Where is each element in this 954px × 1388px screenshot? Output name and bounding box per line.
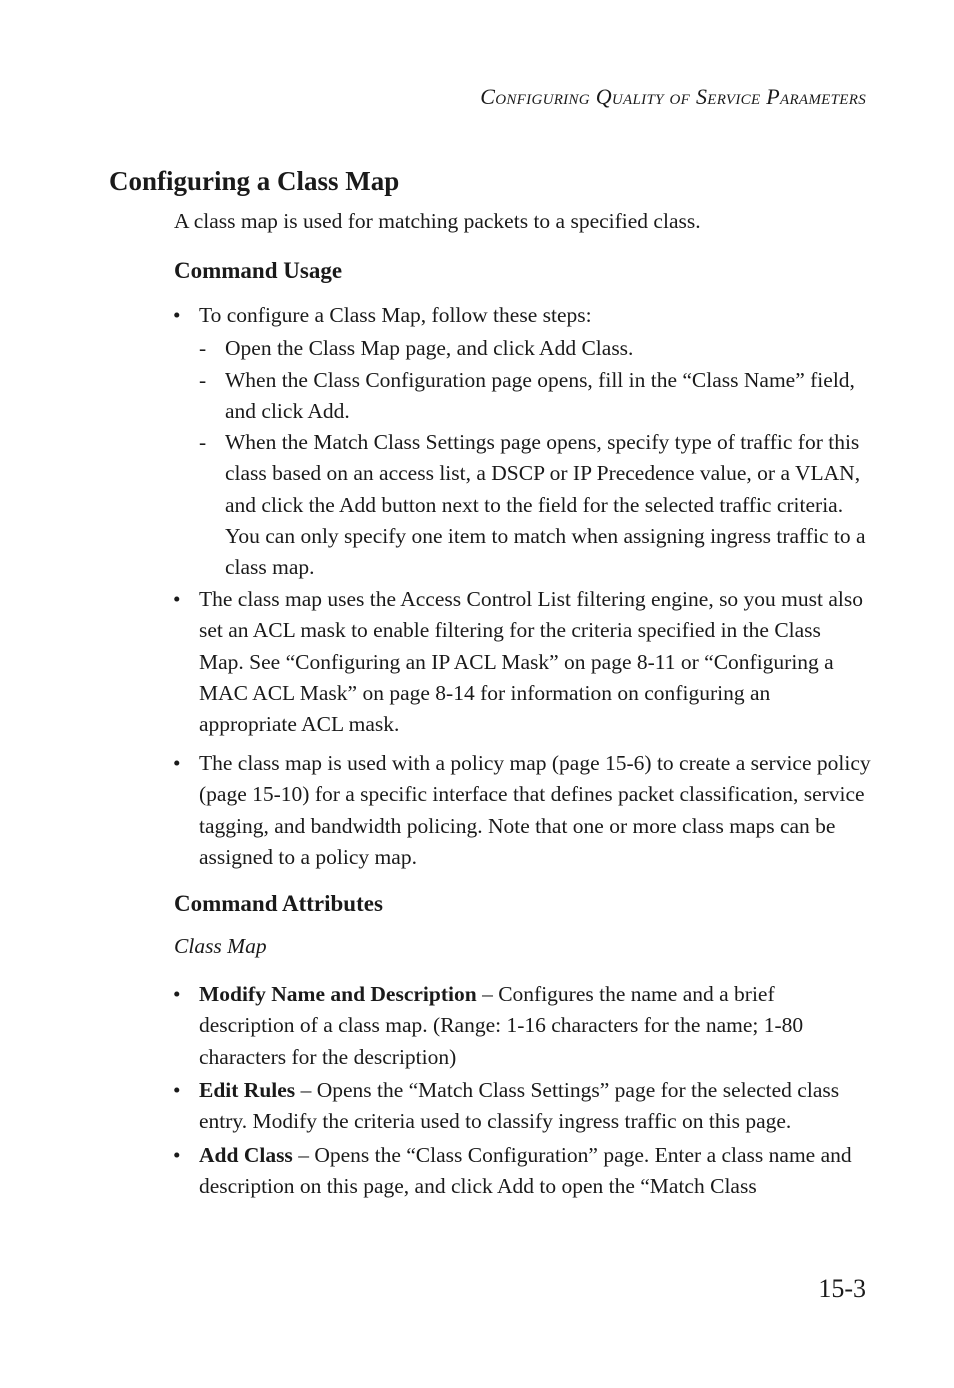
usage-step-2-text: When the Class Configuration page opens, fill in the “Class Name” field, and click Add. (225, 368, 855, 424)
header-rest-1: onfiguring (495, 84, 596, 109)
header-cap-2: Q (595, 84, 612, 109)
bullet-marker: • (173, 982, 181, 1006)
usage-bullet-1-text: To configure a Class Map, follow these steps: (199, 303, 592, 327)
section-intro: A class map is used for matching packets to a specified class. (174, 209, 701, 233)
header-cap-1: C (480, 84, 496, 109)
usage-step-1-text: Open the Class Map page, and click Add Class. (225, 336, 634, 360)
usage-step-1 (199, 333, 871, 364)
class-map-subheading: Class Map (174, 934, 267, 958)
attribute-description: – Opens the “Match Class Settings” page for the selected class entry. Modify the criteria used to classify ingress traffic on this page. (199, 1078, 840, 1134)
attribute-term: Edit Rules (199, 1078, 296, 1102)
header-cap-3: S (695, 84, 708, 109)
attribute-description: – Opens the “Class Configuration” page. Enter a class name and description on this page, and click Add to open the “Match Class (199, 1143, 852, 1199)
bullet-marker: • (173, 1078, 181, 1102)
header-rest-4: arameters (779, 84, 866, 109)
bullet-marker: • (173, 1143, 181, 1167)
dash-marker: - (199, 368, 207, 392)
usage-bullet-2-text: The class map uses the Access Control List filtering engine, so you must also set an ACL mask to enable filtering for the criteria specified in the Class Map. See “Configuring an IP ACL Mask” on page 8-11 or “Configuring a MAC ACL Mask” on page 8-14 for information on configuring an appropriate ACL mask. (199, 587, 864, 737)
bullet-marker: • (173, 751, 181, 775)
usage-bullet-2 (173, 584, 871, 740)
usage-bullet-3 (173, 748, 871, 873)
command-usage-heading: Command Usage (174, 258, 343, 283)
attribute-item (173, 1140, 871, 1203)
page-number: 15-3 (818, 1274, 866, 1303)
attribute-term: Add Class (199, 1143, 293, 1167)
header-rest-2: uality of (611, 84, 696, 109)
attribute-description: – Configures the name and a brief description of a class map. (Range: 1-16 characters for the name; 1-80 characters for the description) (199, 982, 804, 1069)
bullet-marker: • (173, 303, 181, 327)
usage-bullet-1 (173, 300, 871, 331)
usage-bullet-3-text: The class map is used with a policy map (page 15-6) to create a service policy (page 15-10) for a specific interface that defines packet classification, service tagging, and bandwidth policing. Note that one or more class maps can be assigned to a policy map. (199, 751, 871, 869)
command-attributes-heading: Command Attributes (174, 891, 383, 916)
usage-step-3 (199, 427, 871, 583)
running-header (480, 84, 866, 110)
usage-step-3-text: When the Match Class Settings page opens, specify type of traffic for this class based on an access list, a DSCP or IP Precedence value, or a VLAN, and click the Add button next to the field for the selected traffic criteria. You can only specify one item to match when assigning ingress traffic to a class map. (225, 430, 866, 580)
bullet-marker: • (173, 587, 181, 611)
attribute-item (173, 979, 871, 1073)
section-title: Configuring a Class Map (109, 166, 400, 196)
attribute-item (173, 1075, 871, 1138)
header-cap-4: P (766, 84, 780, 109)
attribute-term: Modify Name and Description (199, 982, 477, 1006)
header-rest-3: ervice (707, 84, 767, 109)
dash-marker: - (199, 430, 207, 454)
usage-step-2 (199, 365, 871, 428)
dash-marker: - (199, 336, 207, 360)
